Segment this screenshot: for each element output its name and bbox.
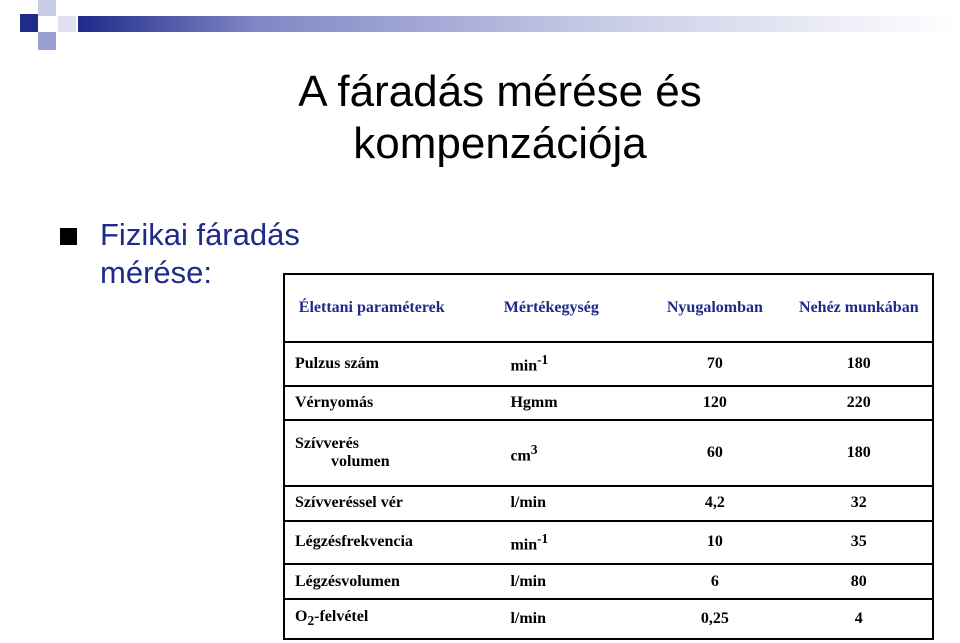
header-unit: Mértékegység [458, 274, 644, 342]
table-row [284, 486, 933, 521]
row-rest: 4,2 [644, 486, 785, 521]
row-param: Légzésvolumen [284, 564, 458, 599]
row-hard: 32 [786, 486, 933, 521]
row-rest: 0,25 [644, 599, 785, 639]
param-sub: 2 [307, 613, 315, 629]
table-row [284, 386, 933, 421]
unit-sup: -1 [537, 530, 549, 546]
row-unit [458, 420, 644, 486]
row-rest: 120 [644, 386, 785, 421]
deco-square-light [38, 0, 56, 16]
header-hard-work: Nehéz munkában [786, 274, 933, 342]
row-param: Pulzus szám [284, 342, 458, 386]
row-rest: 10 [644, 521, 785, 565]
row-hard: 80 [786, 564, 933, 599]
unit-sup: 3 [530, 441, 538, 457]
row-param: Légzésfrekvencia [284, 521, 458, 565]
table-row [284, 342, 933, 386]
row-unit [458, 342, 644, 386]
deco-square-mid [38, 32, 56, 50]
row-unit: l/min [458, 599, 644, 639]
row-hard: 220 [786, 386, 933, 421]
table-header-row [284, 274, 933, 342]
table-row [284, 521, 933, 565]
row-param: Szívveréssel vér [284, 486, 458, 521]
header-parameters: Élettani paraméterek [284, 274, 458, 342]
unit-sup: -1 [537, 352, 549, 368]
row-rest: 6 [644, 564, 785, 599]
unit-base: min [510, 357, 538, 375]
row-unit [458, 521, 644, 565]
row-hard: 35 [786, 521, 933, 565]
square-bullet-icon [60, 228, 77, 245]
deco-square-dark [20, 14, 38, 32]
row-param [284, 599, 458, 639]
page-title: A fáradás mérése és kompenzációja [298, 67, 702, 168]
header-rest: Nyugalomban [644, 274, 785, 342]
row-hard: 180 [786, 420, 933, 486]
unit-base: cm [510, 446, 531, 464]
row-hard: 4 [786, 599, 933, 639]
table-row [284, 420, 933, 486]
unit-base: min [510, 536, 538, 554]
row-hard: 180 [786, 342, 933, 386]
table-row [284, 564, 933, 599]
deco-square-light-2 [58, 16, 76, 32]
row-param: Vérnyomás [284, 386, 458, 421]
row-unit: Hgmm [458, 386, 644, 421]
deco-header-bar [78, 16, 960, 32]
row-rest: 70 [644, 342, 785, 386]
table-row [284, 599, 933, 639]
param-line-1: Szívverés [295, 435, 359, 453]
param-base: O [295, 608, 308, 626]
row-rest: 60 [644, 420, 785, 486]
parameters-table [283, 273, 934, 640]
row-unit: l/min [458, 564, 644, 599]
param-line-2: volumen [331, 453, 390, 471]
row-unit: l/min [458, 486, 644, 521]
row-param [284, 420, 458, 486]
param-rest: -felvétel [314, 608, 369, 626]
bullet-text: Fizikai fáradás mérése: [100, 217, 300, 290]
